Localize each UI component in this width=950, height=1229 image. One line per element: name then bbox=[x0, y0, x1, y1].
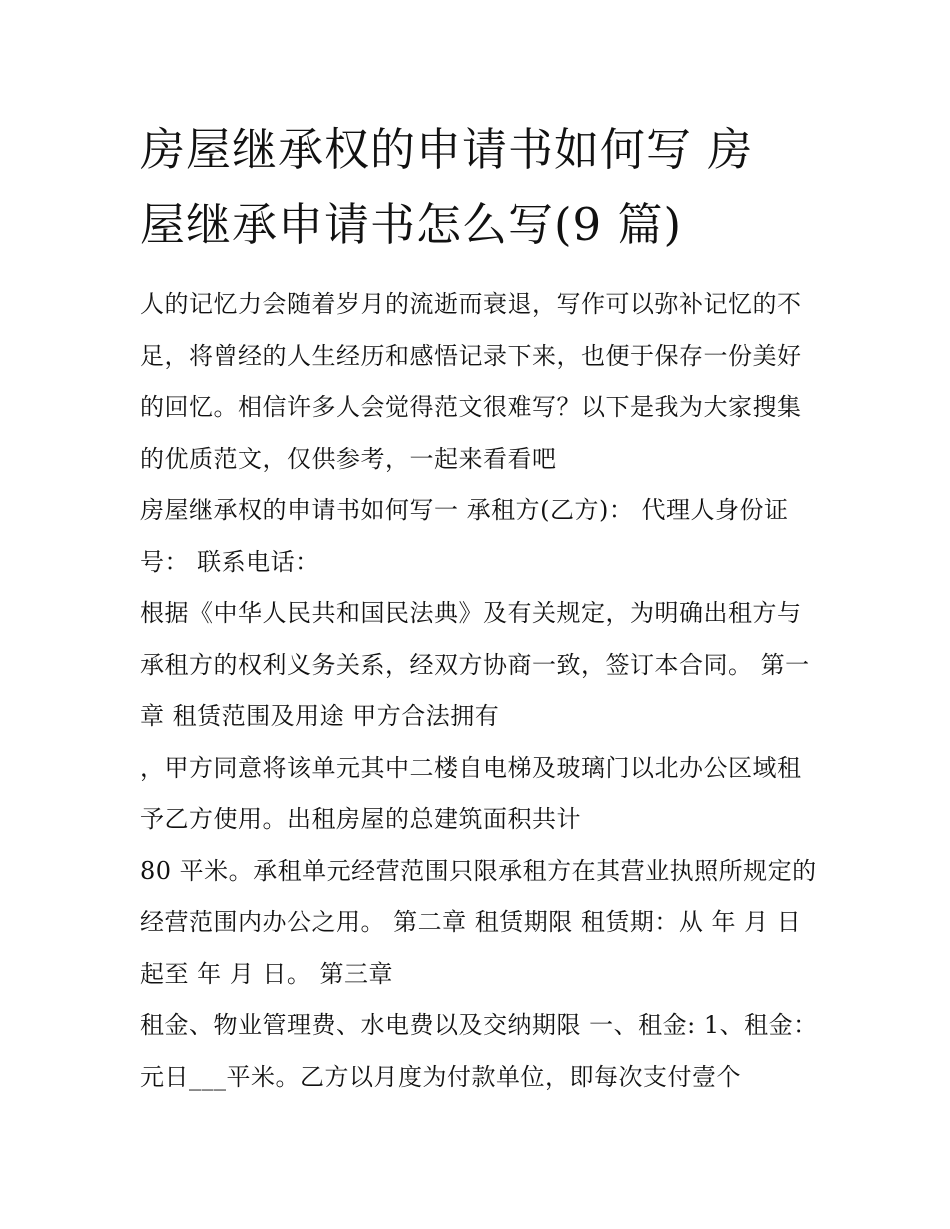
title-line: 屋继承申请书怎么写(9 篇) bbox=[140, 198, 683, 251]
body-paragraph: 租金、物业管理费、水电费以及交纳期限 一、租金: 1、租金： 元日___平米。乙方以月度为付款单位，即每次支付壹个 bbox=[140, 1011, 818, 1091]
document-title bbox=[140, 112, 820, 262]
title-line: 房屋继承权的申请书如何写 房 bbox=[140, 123, 754, 176]
document-page bbox=[140, 112, 820, 1103]
intro-paragraph: 人的记忆力会随着岁月的流逝而衰退，写作可以弥补记忆的不足，将曾经的人生经历和感悟记录下来，也便于保存一份美好的回忆。相信许多人会觉得范文很难写？以下是我为大家搜集的优质范文，仅供参考，一起来看看吧 bbox=[140, 290, 802, 473]
body-paragraph: 根据《中华人民共和国民法典》及有关规定，为明确出租方与承租方的权利义务关系，经双方协商一致，签订本合同。 第一章 租赁范围及用途 甲方合法拥有 bbox=[140, 599, 810, 730]
body-paragraph: ，甲方同意将该单元其中二楼自电梯及玻璃门以北办公区域租予乙方使用。出租房屋的总建筑面积共计 bbox=[140, 753, 802, 833]
body-paragraph: 房屋继承权的申请书如何写一 承租方(乙方)： 代理人身份证号： 联系电话： bbox=[140, 496, 789, 576]
body-paragraph: 80 平米。承租单元经营范围只限承租方在其营业执照所规定的经营范围内办公之用。 第二章 租赁期限 租赁期：从 年 月 日起至 年 月 日。 第三章 bbox=[140, 856, 817, 988]
